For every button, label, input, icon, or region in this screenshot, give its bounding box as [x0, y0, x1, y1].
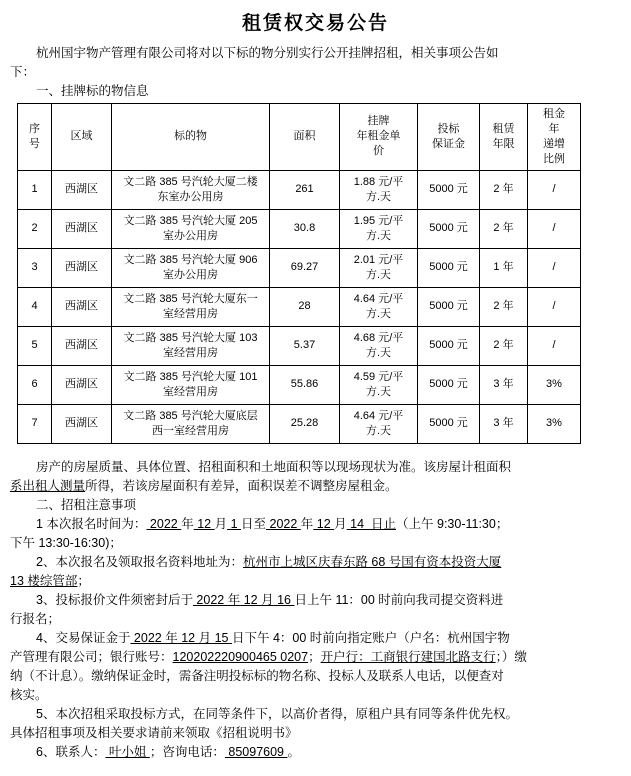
column-header-term [480, 103, 528, 170]
cell-size [270, 365, 340, 404]
column-header-size: 面积 [270, 103, 340, 170]
cell-no [18, 248, 52, 287]
cell-no-line1: 3 [31, 261, 38, 274]
cell-object-line2: 东室办公用房 [157, 190, 224, 203]
item-6-phone: 85097609 [224, 744, 288, 759]
cell-no [18, 365, 52, 404]
column-header-deposit [418, 103, 480, 170]
intro-paragraph-line1: 杭州国宇物产管理有限公司将对以下标的物分别实行公开挂牌招租，相关事项公告如 [36, 45, 499, 60]
cell-size [270, 404, 340, 443]
cell-object-line2: 室经营用房 [163, 346, 218, 359]
page-title: 租赁权交易公告 [241, 13, 389, 34]
item-4-bank-account: 120202220900465 0207 [172, 649, 309, 664]
item-4-line4: 核实。 [10, 687, 48, 702]
cell-area-line1: 西湖区 [65, 222, 98, 235]
cell-area [52, 209, 112, 248]
cell-deposit [418, 404, 480, 443]
cell-term-line1: 2 年 [493, 339, 514, 352]
cell-increase-line1: / [552, 300, 556, 313]
cell-increase [528, 365, 581, 404]
cell-area-line1: 西湖区 [65, 378, 98, 391]
cell-term-line1: 2 年 [493, 222, 514, 235]
item-4-bank-branch: 开户行：工商银行建国北路支行 [320, 649, 496, 664]
column-header-price [340, 103, 418, 170]
item-1-end-month: 12 [313, 516, 335, 531]
cell-area [52, 326, 112, 365]
item-1-month-label: 月 [214, 516, 228, 531]
cell-deposit [418, 248, 480, 287]
cell-increase [528, 404, 581, 443]
cell-deposit-line1: 5000 元 [429, 339, 468, 352]
cell-area-line1: 西湖区 [65, 261, 98, 274]
cell-size-line1: 30.8 [293, 222, 316, 235]
cell-area-line1: 西湖区 [65, 183, 98, 196]
table-row [18, 209, 581, 248]
cell-increase-line1: 3% [546, 378, 562, 391]
cell-size [270, 209, 340, 248]
item-1-start-year: 2022 [146, 516, 182, 531]
cell-deposit-line1: 5000 元 [429, 261, 468, 274]
item-4-month: 12 [177, 630, 199, 645]
item-3-month-label: 月 [261, 592, 274, 607]
cell-no-line1: 1 [31, 183, 38, 196]
table-header-row [18, 103, 581, 170]
cell-price [340, 404, 418, 443]
column-header-area: 区域 [52, 103, 112, 170]
goods-table [17, 103, 581, 444]
item-3-month: 12 [240, 592, 262, 607]
cell-deposit-line1: 5000 元 [429, 417, 468, 430]
table-row [18, 287, 581, 326]
cell-price-line2: 方.天 [365, 424, 392, 437]
column-header-deposit-line1: 投标 [437, 122, 460, 135]
table-row [18, 365, 581, 404]
cell-size [270, 326, 340, 365]
item-1-hours: （上午 9:30-11:30； [396, 516, 509, 531]
cell-price-line2: 方.天 [365, 229, 392, 242]
cell-price-line1: 2.01 元/平 [353, 253, 404, 266]
table-row [18, 248, 581, 287]
item-4-line3: 纳（不计息）。缴纳保证金时，需备注明投标标的物名称、投标人及联系人电话，以便查对 [10, 668, 504, 683]
item-6-line1 [10, 743, 621, 762]
cell-object [112, 287, 270, 326]
cell-size [270, 287, 340, 326]
cell-price-line2: 方.天 [365, 346, 392, 359]
cell-size-line1: 261 [295, 183, 314, 196]
cell-price-line1: 1.88 元/平 [353, 175, 404, 188]
cell-no-line1: 4 [31, 300, 38, 313]
item-4-bank-prefix: 产管理有限公司；银行账号： [10, 649, 173, 664]
column-header-price-line3: 价 [373, 145, 384, 158]
item-6-prefix: 6、联系人： [36, 744, 106, 759]
cell-deposit-line1: 5000 元 [429, 183, 468, 196]
cell-term [480, 287, 528, 326]
item-4-line2-tail: ；）缴 [495, 649, 527, 664]
item-1-line1 [10, 515, 621, 534]
cell-object-line2: 室办公用房 [163, 268, 218, 281]
item-4-prefix: 4、交易保证金于 [36, 630, 131, 645]
cell-no [18, 170, 52, 209]
item-4-year-label: 年 [165, 630, 178, 645]
cell-price-line2: 方.天 [365, 307, 392, 320]
item-1-start-month: 12 [193, 516, 215, 531]
cell-price-line2: 方.天 [365, 268, 392, 281]
cell-object [112, 326, 270, 365]
column-header-price-line1: 挂牌 [367, 115, 390, 128]
cell-area [52, 248, 112, 287]
cell-no-line1: 6 [31, 378, 38, 391]
item-2-prefix: 2、本次报名及领取报名资料地址为： [36, 554, 243, 569]
cell-price-line1: 1.95 元/平 [353, 214, 404, 227]
cell-price-line1: 4.64 元/平 [353, 292, 404, 305]
column-header-no-line1: 序 [29, 122, 40, 135]
cell-object-line1: 文二路 385 号汽轮大厦 101 [123, 370, 258, 383]
cell-increase-line1: 3% [546, 417, 562, 430]
item-3-year: 2022 [192, 592, 228, 607]
cell-term [480, 326, 528, 365]
cell-price-line2: 方.天 [365, 385, 392, 398]
cell-price [340, 365, 418, 404]
cell-price-line2: 方.天 [365, 190, 392, 203]
cell-deposit-line1: 5000 元 [429, 222, 468, 235]
item-2-line2 [10, 572, 621, 591]
cell-deposit [418, 209, 480, 248]
cell-term-line1: 1 年 [493, 261, 514, 274]
cell-object-line2: 室经营用房 [163, 307, 218, 320]
table-row [18, 170, 581, 209]
cell-object [112, 248, 270, 287]
cell-no-line1: 2 [31, 222, 38, 235]
cell-no-line1: 5 [31, 339, 38, 352]
cell-area [52, 287, 112, 326]
cell-price [340, 248, 418, 287]
cell-area-line1: 西湖区 [65, 300, 98, 313]
cell-increase-line1: / [552, 183, 556, 196]
cell-term-line1: 3 年 [493, 378, 514, 391]
cell-increase [528, 170, 581, 209]
cell-price-line1: 4.64 元/平 [353, 409, 404, 422]
section-one-heading: 一、挂牌标的物信息 [36, 83, 149, 98]
item-4-line2 [10, 648, 621, 667]
cell-object-line2: 西一室经营用房 [152, 424, 229, 437]
cell-area-line1: 西湖区 [65, 417, 98, 430]
item-3-year-label: 年 [227, 592, 241, 607]
table-row [18, 326, 581, 365]
cell-object-line1: 文二路 385 号汽轮大厦东一 [123, 292, 258, 305]
cell-increase-line1: / [552, 339, 556, 352]
cell-area [52, 404, 112, 443]
cell-deposit [418, 287, 480, 326]
item-6-mid: ；咨询电话： [149, 744, 225, 759]
cell-deposit [418, 170, 480, 209]
column-header-increase-line1: 租金 [543, 107, 565, 120]
cell-increase-line1: / [552, 261, 556, 274]
cell-increase [528, 248, 581, 287]
item-1-end-year-label: 年 [300, 516, 314, 531]
cell-increase [528, 326, 581, 365]
item-5-line1: 5、本次招租采取投标方式，在同等条件下，以高价者得，原租户具有同等条件优先权。 [36, 706, 518, 721]
cell-term-line1: 2 年 [493, 300, 514, 313]
item-5-line2: 具体招租事项及相关要求请前来领取《招租说明书》 [10, 725, 298, 740]
cell-object [112, 209, 270, 248]
column-header-increase [528, 103, 581, 170]
item-4-month-label: 月 [198, 630, 212, 645]
cell-object-line1: 文二路 385 号汽轮大厦二楼 [123, 175, 258, 188]
section-two-heading: 二、招租注意事项 [36, 497, 137, 512]
item-1-day-to-label: 日至 [241, 516, 267, 531]
item-1-year-label: 年 [181, 516, 194, 531]
cell-object-line1: 文二路 385 号汽轮大厦 103 [123, 331, 258, 344]
note-line2-rest: 所得，若该房屋面积有差异，面积误差不调整房屋租金。 [85, 478, 398, 493]
cell-deposit [418, 326, 480, 365]
cell-no-line1: 7 [31, 417, 38, 430]
cell-object-line1: 文二路 385 号汽轮大厦底层 [123, 409, 258, 422]
item-2-address-line1: 杭州市上城区庆春东路 68 号国有资本投资大厦 [242, 554, 502, 569]
cell-term [480, 170, 528, 209]
cell-price [340, 326, 418, 365]
column-header-term-line1: 租赁 [492, 122, 515, 135]
item-4-line1 [10, 629, 621, 648]
item-4-mid: 日下午 4：00 时前向指定账户（户名：杭州国宇物 [231, 630, 510, 645]
note-line1: 房产的房屋质量、具体位置、招租面积和土地面积等以现场现状为准。该房屋计租面积 [36, 459, 512, 474]
cell-no [18, 209, 52, 248]
item-1-prefix: 1 本次报名时间为： [36, 516, 147, 531]
column-header-no-line2: 号 [29, 137, 40, 150]
item-2-address-line2: 13 楼综管部 [10, 573, 78, 588]
column-header-no [18, 103, 52, 170]
cell-term [480, 404, 528, 443]
column-header-term-line2: 年限 [492, 137, 515, 150]
cell-area-line1: 西湖区 [65, 339, 98, 352]
goods-table-body [18, 170, 581, 443]
document-page [0, 13, 631, 776]
cell-deposit [418, 365, 480, 404]
item-1-end-label: 日止 [371, 516, 397, 531]
cell-object-line1: 文二路 385 号汽轮大厦 205 [123, 214, 258, 227]
intro-paragraph-line2: 下： [10, 64, 36, 79]
cell-increase [528, 209, 581, 248]
item-1-end-month-label: 月 [334, 516, 347, 531]
cell-price-line1: 4.68 元/平 [353, 331, 404, 344]
cell-price [340, 287, 418, 326]
item-3-line1 [10, 591, 621, 610]
cell-price-line1: 4.59 元/平 [353, 370, 404, 383]
cell-no [18, 404, 52, 443]
item-2-tail: ； [77, 573, 90, 588]
goods-table-wrapper [10, 101, 621, 444]
cell-deposit-line1: 5000 元 [429, 300, 468, 313]
table-row [18, 404, 581, 443]
note-underlined-measure: 系出租人测量 [10, 478, 86, 493]
cell-object [112, 404, 270, 443]
cell-no [18, 326, 52, 365]
column-header-object: 标的物 [112, 103, 270, 170]
cell-size-line1: 28 [298, 300, 311, 313]
cell-increase-line1: / [552, 222, 556, 235]
item-1-line2: 下午 13:30-16:30)； [10, 535, 122, 550]
cell-deposit-line1: 5000 元 [429, 378, 468, 391]
cell-size-line1: 5.37 [293, 339, 316, 352]
column-header-increase-line4: 比例 [543, 152, 565, 165]
cell-term [480, 209, 528, 248]
item-3-tail: 日上午 11：00 时前向我司提交资料进 [294, 592, 504, 607]
item-1-end-day: 14 [346, 516, 371, 531]
column-header-deposit-line2: 保证金 [432, 137, 465, 150]
cell-object-line2: 室经营用房 [163, 385, 218, 398]
item-4-semicolon: ； [308, 649, 321, 664]
item-4-year: 2022 [130, 630, 166, 645]
column-header-price-line2: 年租金单 [356, 130, 401, 143]
cell-object [112, 365, 270, 404]
column-header-increase-line3: 递增 [543, 137, 565, 150]
item-3-day: 16 [273, 592, 295, 607]
note-line2 [10, 477, 621, 496]
cell-object-line1: 文二路 385 号汽轮大厦 906 [123, 253, 258, 266]
cell-size [270, 170, 340, 209]
item-2-line1 [10, 553, 621, 572]
cell-object-line2: 室办公用房 [163, 229, 218, 242]
cell-price [340, 209, 418, 248]
cell-term-line1: 2 年 [493, 183, 514, 196]
cell-increase [528, 287, 581, 326]
cell-area [52, 170, 112, 209]
cell-object [112, 170, 270, 209]
item-3-prefix: 3、投标报价文件须密封后于 [36, 592, 193, 607]
cell-size [270, 248, 340, 287]
cell-term [480, 365, 528, 404]
item-4-day: 15 [211, 630, 232, 645]
item-3-line2: 行报名； [10, 611, 61, 626]
item-6-contact-name: 叶小姐 [105, 744, 150, 759]
item-1-start-day: 1 [227, 516, 241, 531]
cell-price [340, 170, 418, 209]
cell-size-line1: 25.28 [290, 417, 319, 430]
item-1-end-year: 2022 [266, 516, 301, 531]
cell-size-line1: 55.86 [290, 378, 319, 391]
cell-term-line1: 3 年 [493, 417, 514, 430]
cell-no [18, 287, 52, 326]
column-header-increase-line2: 年 [548, 122, 560, 135]
cell-area [52, 365, 112, 404]
cell-size-line1: 69.27 [290, 261, 319, 274]
cell-term [480, 248, 528, 287]
item-6-tail: 。 [287, 744, 300, 759]
